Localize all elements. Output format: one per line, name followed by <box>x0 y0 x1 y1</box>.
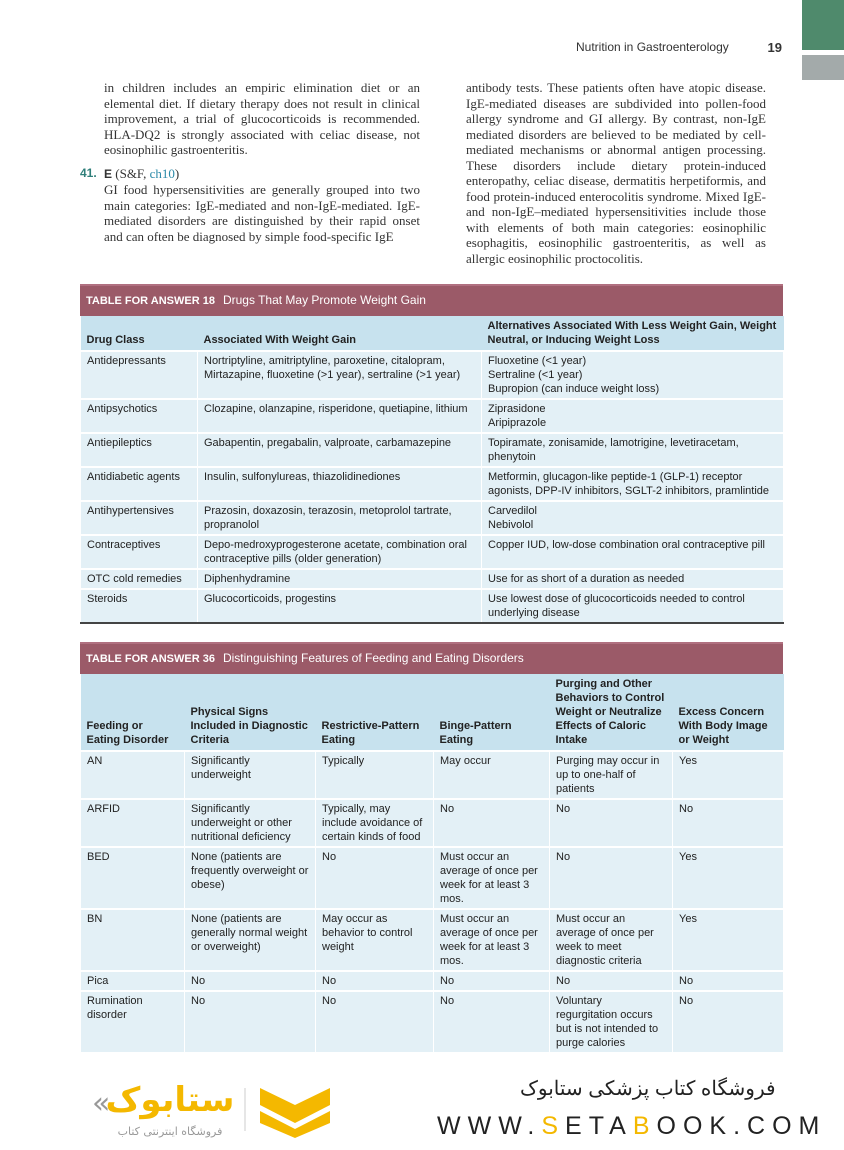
table-cell: No <box>550 847 673 909</box>
table-cell: No <box>673 799 784 847</box>
url-part: OOK.COM <box>656 1112 827 1140</box>
table-cell: No <box>185 991 316 1053</box>
store-name: فروشگاه کتاب پزشکی ستابوک <box>520 1078 776 1100</box>
header-row <box>81 674 784 751</box>
table-cell: No <box>673 971 784 991</box>
table-cell: Use lowest dose of glucocorticoids needed to control underlying disease <box>482 589 784 623</box>
table-cell: No <box>673 991 784 1053</box>
answer-41 <box>80 165 420 245</box>
table-cell: Typically, may include avoidance of certain kinds of food <box>316 799 434 847</box>
store-url <box>437 1111 826 1141</box>
answer-ref-end: ) <box>174 165 180 181</box>
table-cell: Must occur an average of once per week for at least 3 mos. <box>434 847 550 909</box>
table-title-bar <box>80 284 783 316</box>
table-row <box>81 501 784 535</box>
table-cell: No <box>316 991 434 1053</box>
table-cell: Must occur an average of once per week for at least 3 mos. <box>434 909 550 971</box>
right-column <box>466 80 766 266</box>
table-cell: Typically <box>316 751 434 799</box>
footer-watermark <box>0 1065 844 1150</box>
table-cell: BED <box>81 847 185 909</box>
table-cell: Steroids <box>81 589 198 623</box>
table-title-bar <box>80 642 783 674</box>
table-label: TABLE FOR ANSWER 18 <box>86 295 215 307</box>
table-cell: Prazosin, doxazosin, terazosin, metoprolol tartrate, propranolol <box>198 501 482 535</box>
table-cell: Yes <box>673 751 784 799</box>
column-header: Drug Class <box>81 316 198 351</box>
svg-text:«: « <box>92 1086 111 1121</box>
table-cell: Nortriptyline, amitriptyline, paroxetine, citalopram, Mirtazapine, fluoxetine (>1 year), sertraline (>1 year) <box>198 351 482 399</box>
table-cell: Must occur an average of once per week to meet diagnostic criteria <box>550 909 673 971</box>
table-cell: No <box>550 971 673 991</box>
text-columns <box>80 80 766 266</box>
table-cell: Diphenhydramine <box>198 569 482 589</box>
column-header: Binge-Pattern Eating <box>434 674 550 751</box>
table-cell: OTC cold remedies <box>81 569 198 589</box>
table-row <box>81 569 784 589</box>
table-row <box>81 799 784 847</box>
running-title: Nutrition in Gastroenterology <box>576 40 729 54</box>
column-header: Excess Concern With Body Image or Weight <box>673 674 784 751</box>
table-cell: Glucocorticoids, progestins <box>198 589 482 623</box>
table-cell: Use for as short of a duration as needed <box>482 569 784 589</box>
table-answer-36 <box>80 642 783 1053</box>
table-cell: Antipsychotics <box>81 399 198 433</box>
table-cell: ARFID <box>81 799 185 847</box>
table-cell: No <box>550 799 673 847</box>
table-cell: Insulin, sulfonylureas, thiazolidinediones <box>198 467 482 501</box>
answer-letter: E <box>104 166 113 181</box>
table-cell: Gabapentin, pregabalin, valproate, carbamazepine <box>198 433 482 467</box>
table-row <box>81 399 784 433</box>
table-cell: No <box>434 991 550 1053</box>
table-row <box>81 971 784 991</box>
table-cell: Contraceptives <box>81 535 198 569</box>
svg-text:ستابوک: ستابوک <box>105 1080 235 1120</box>
table-cell: No <box>316 971 434 991</box>
svg-text:فروشگاه اینترنتی کتاب: فروشگاه اینترنتی کتاب <box>117 1125 223 1138</box>
table-cell: None (patients are generally normal weight or overweight) <box>185 909 316 971</box>
table-row <box>81 433 784 467</box>
table-row <box>81 909 784 971</box>
column-header: Purging and Other Behaviors to Control Weight or Neutralize Effects of Caloric Intake <box>550 674 673 751</box>
column-header: Feeding or Eating Disorder <box>81 674 185 751</box>
table-cell: Yes <box>673 909 784 971</box>
url-part: S <box>541 1112 566 1140</box>
answer-number: 41. <box>80 165 97 180</box>
column-header: Alternatives Associated With Less Weight Gain, Weight Neutral, or Inducing Weight Loss <box>482 316 784 351</box>
paragraph: GI food hypersensitivities are generally grouped into two main categories: IgE-mediated and non-IgE-mediated. IgE-mediated disorders are distinguished by their rapid onset and can often be diagnosed by simple food-specific IgE <box>104 182 420 244</box>
table-cell: No <box>316 847 434 909</box>
paragraph: in children includes an empiric elimination diet or an elemental diet. If dietary therapy does not result in clinical improvement, a trial of glucocorticoids is recommended. HLA-DQ2 is strongly associated with celiac disease, not eosinophilic gastroenteritis. <box>104 80 420 157</box>
table-cell: Carvedilol Nebivolol <box>482 501 784 535</box>
left-column <box>80 80 420 266</box>
table-cell: May occur <box>434 751 550 799</box>
table-cell: Topiramate, zonisamide, lamotrigine, levetiracetam, phenytoin <box>482 433 784 467</box>
table-cell: Significantly underweight or other nutritional deficiency <box>185 799 316 847</box>
page-number: 19 <box>767 40 782 55</box>
paragraph: antibody tests. These patients often have atopic disease. IgE-mediated diseases are subdivided into pollen-food allergy syndrome and GI allergy. By contrast, non-IgE mediated disorders are believed to be mediated by cell-mediated mechanisms or abnormal antigen processing. These disorders include dietary protein-induced enteropathy, celiac disease, dermatitis herpetiformis, and food protein-induced enterocolitis syndrome. Mixed IgE- and non-IgE–mediated hypersensitivities include those with elements of both main categories: eosinophilic esophagitis, eosinophilic gastroenteritis, as well as allergic eosinophilic proctocolitis. <box>466 80 766 266</box>
table-cell: No <box>434 971 550 991</box>
table-cell: No <box>185 971 316 991</box>
table-title: Distinguishing Features of Feeding and Eating Disorders <box>222 651 524 665</box>
table-row <box>81 467 784 501</box>
column-header: Physical Signs Included in Diagnostic Criteria <box>185 674 316 751</box>
table-row <box>81 847 784 909</box>
url-part: WWW. <box>437 1112 542 1140</box>
column-header: Associated With Weight Gain <box>198 316 482 351</box>
table-cell: Purging may occur in up to one-half of patients <box>550 751 673 799</box>
table-cell: Significantly underweight <box>185 751 316 799</box>
table-cell: AN <box>81 751 185 799</box>
table-cell: Yes <box>673 847 784 909</box>
url-part: B <box>632 1112 657 1140</box>
table-cell: Voluntary regurgitation occurs but is not intended to purge calories <box>550 991 673 1053</box>
table-label: TABLE FOR ANSWER 36 <box>86 653 215 665</box>
table-cell: Ziprasidone Aripiprazole <box>482 399 784 433</box>
table-cell: No <box>434 799 550 847</box>
table-row <box>81 535 784 569</box>
table-cell: Fluoxetine (<1 year) Sertraline (<1 year) Bupropion (can induce weight loss) <box>482 351 784 399</box>
table-cell: May occur as behavior to control weight <box>316 909 434 971</box>
table-cell: Antidepressants <box>81 351 198 399</box>
table-cell: Antidiabetic agents <box>81 467 198 501</box>
table-cell: Rumination disorder <box>81 991 185 1053</box>
column-header: Restrictive-Pattern Eating <box>316 674 434 751</box>
url-part: ETA <box>565 1112 633 1140</box>
table-row <box>81 991 784 1053</box>
table-row <box>81 589 784 623</box>
table-cell: Copper IUD, low-dose combination oral contraceptive pill <box>482 535 784 569</box>
table-cell: None (patients are frequently overweight or obese) <box>185 847 316 909</box>
table-cell: Pica <box>81 971 185 991</box>
table-cell: Antihypertensives <box>81 501 198 535</box>
table-title: Drugs That May Promote Weight Gain <box>222 293 426 307</box>
table-row <box>81 751 784 799</box>
setabook-logo <box>70 1073 340 1143</box>
chapter-link[interactable]: ch10 <box>149 165 175 181</box>
header-row <box>81 316 784 351</box>
table-cell: BN <box>81 909 185 971</box>
answer-ref: (S&F, <box>115 165 150 181</box>
table-cell: Depo-medroxyprogesterone acetate, combination oral contraceptive pills (older generation) <box>198 535 482 569</box>
table-cell: Metformin, glucagon-like peptide-1 (GLP-1) receptor agonists, DPP-IV inhibitors, SGLT-2 inhibitors, pramlintide <box>482 467 784 501</box>
table-answer-18 <box>80 284 783 624</box>
table-row <box>81 351 784 399</box>
table-cell: Antiepileptics <box>81 433 198 467</box>
table-cell: Clozapine, olanzapine, risperidone, quetiapine, lithium <box>198 399 482 433</box>
